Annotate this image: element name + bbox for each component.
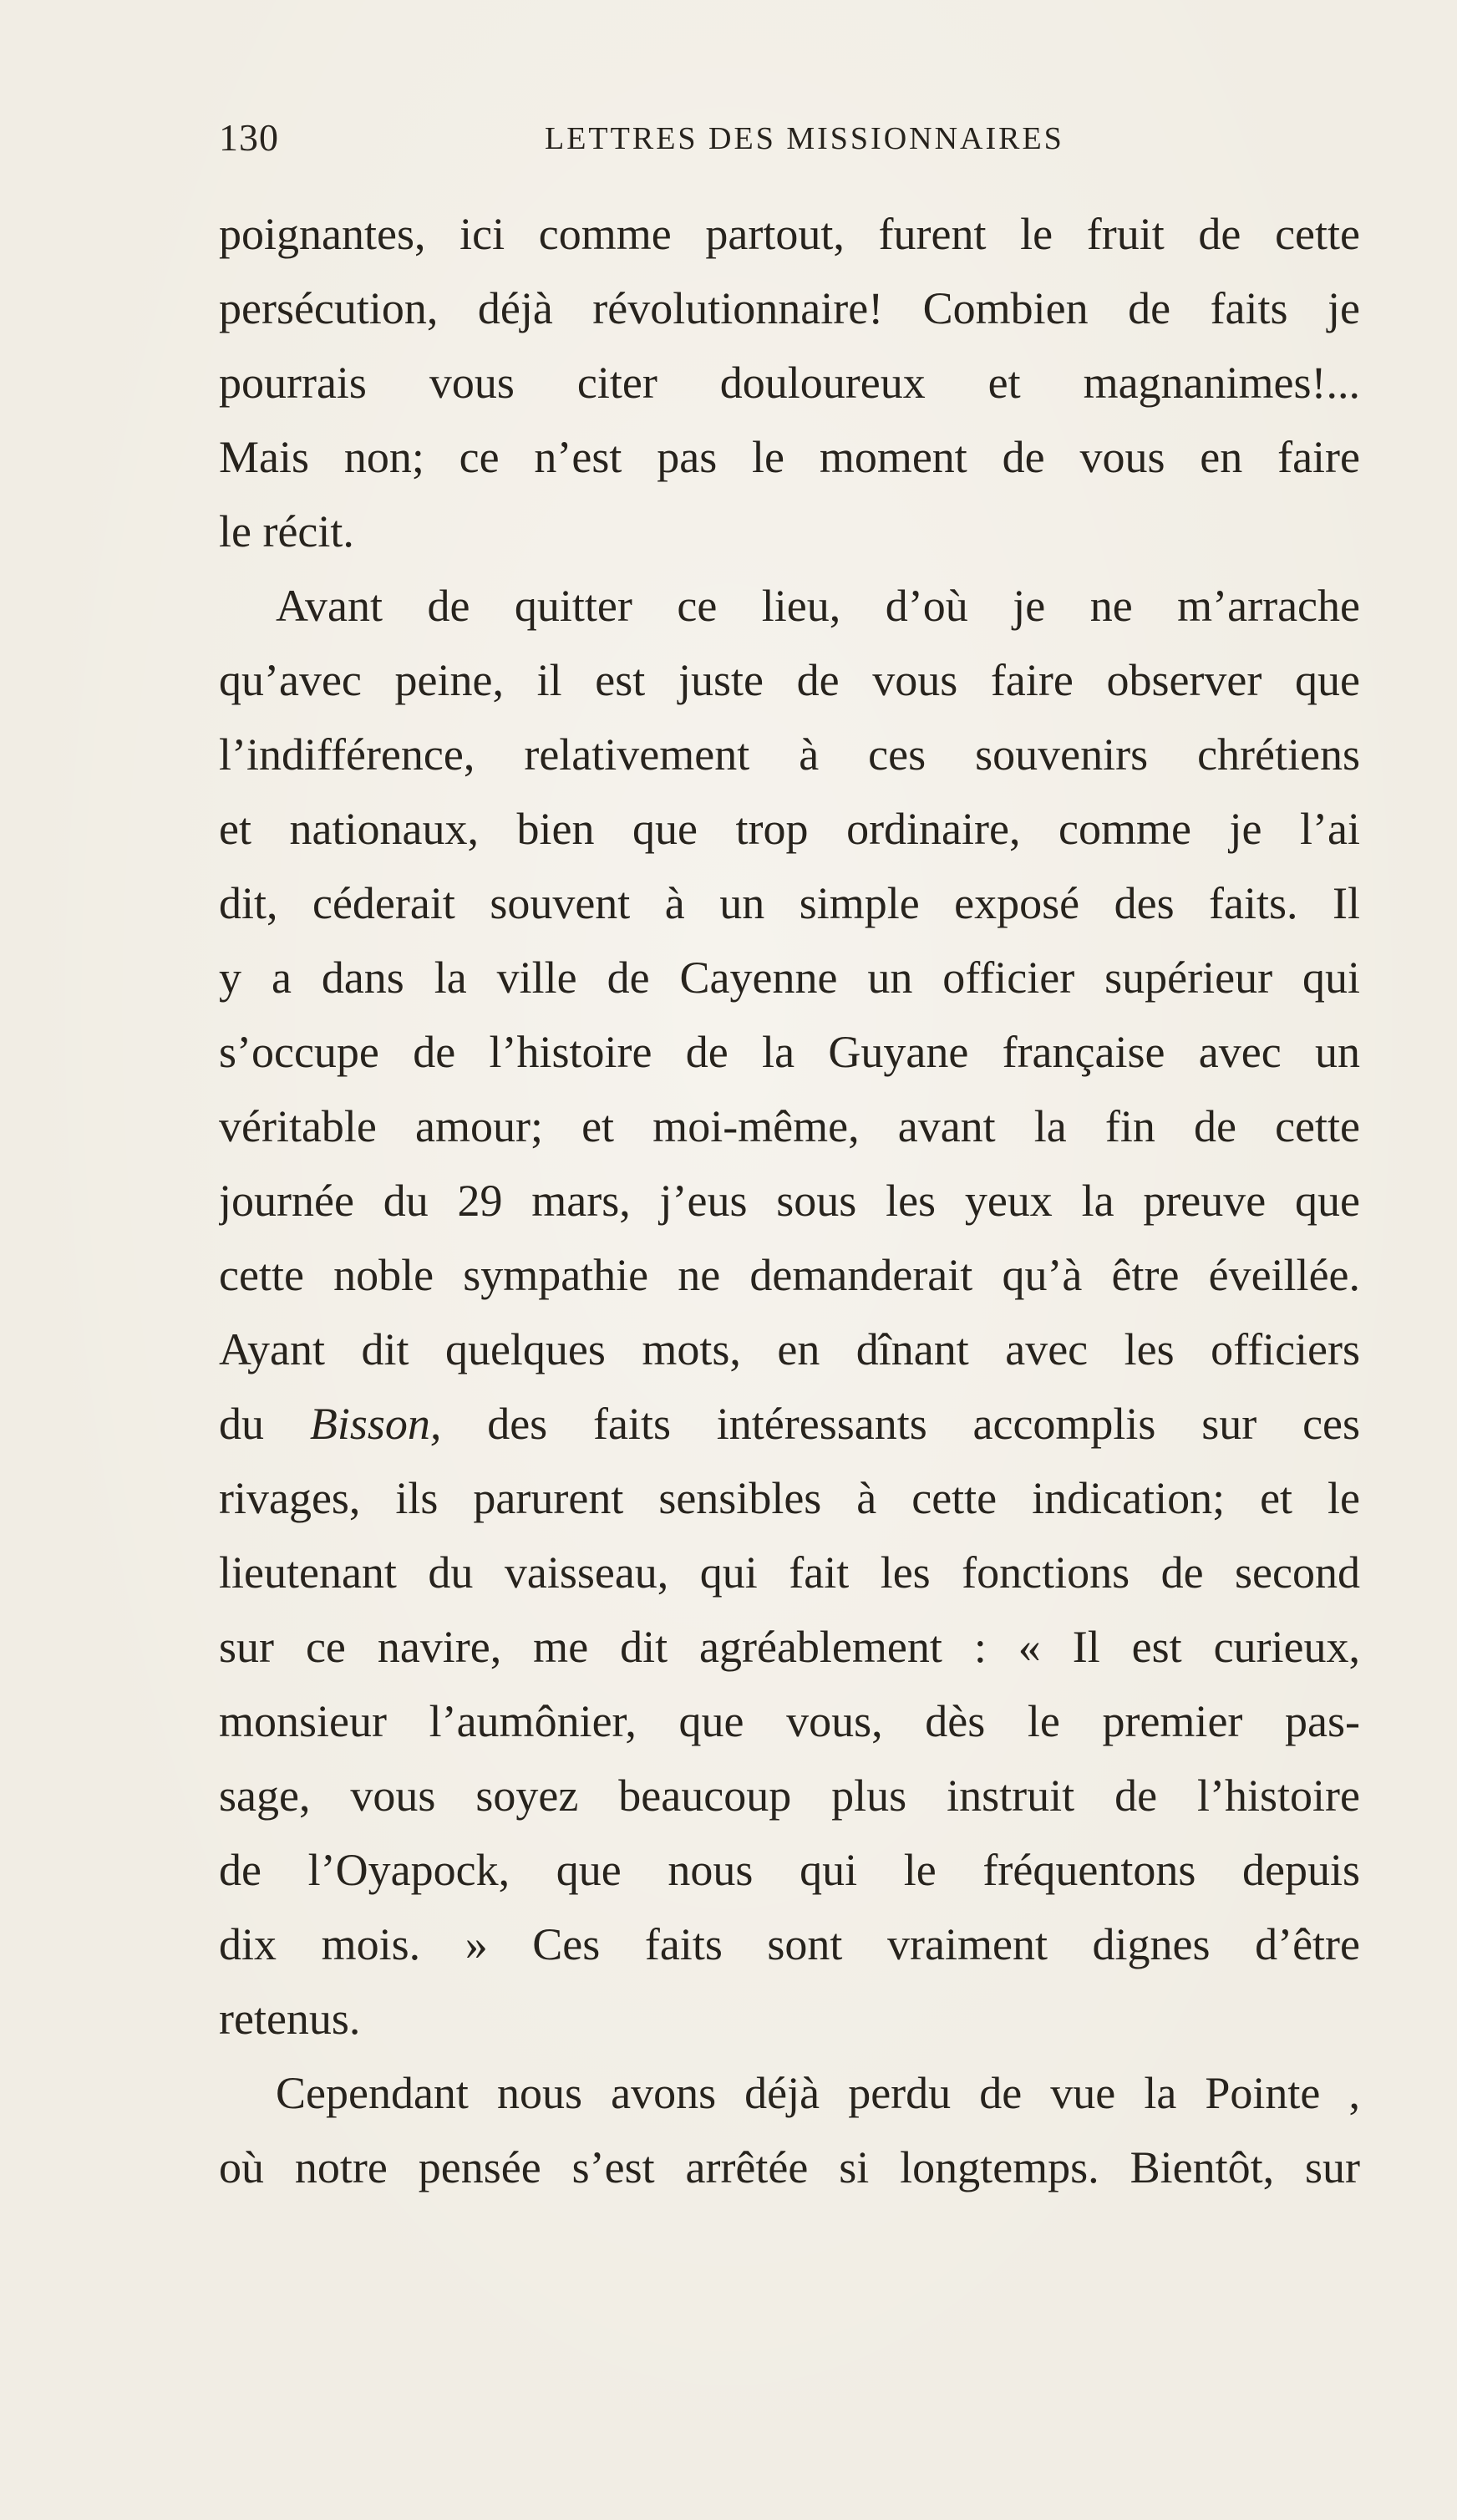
- text-fragment: du: [219, 1399, 264, 1449]
- text-line: poignantes, ici comme partout, furent le fruit de cette: [219, 209, 1360, 259]
- text-line: rivages, ils parurent sensibles à cette indication; et le: [219, 1473, 1360, 1523]
- text-line: dix mois. » Ces faits sont vraiment dignes d’être: [219, 1919, 1360, 1969]
- text-line: qu’avec peine, il est juste de vous faire observer que: [219, 655, 1360, 705]
- body-text: [219, 197, 1360, 2205]
- running-title: LETTRES DES MISSIONNAIRES: [545, 121, 1064, 156]
- text-line: pourrais vous citer douloureux et magnanimes!...: [219, 358, 1360, 408]
- text-line: et nationaux, bien que trop ordinaire, comme je l’ai: [219, 804, 1360, 854]
- text-line: lieutenant du vaisseau, qui fait les fonctions de second: [219, 1547, 1360, 1598]
- text-line: retenus.: [219, 1994, 361, 2044]
- text-line: Mais non; ce n’est pas le moment de vous en faire: [219, 432, 1360, 482]
- page-number: 130: [219, 116, 279, 159]
- text-line: de l’Oyapock, que nous qui le fréquentons depuis: [219, 1845, 1360, 1895]
- text-line: [219, 1387, 1360, 1461]
- text-line: persécution, déjà révolutionnaire! Combien de faits je: [219, 283, 1360, 333]
- text-line: Cependant nous avons déjà perdu de vue la Pointe ,: [276, 2068, 1360, 2118]
- text-fragment: des faits intéressants accomplis sur ces: [487, 1399, 1360, 1449]
- ship-name: Bisson,: [309, 1399, 442, 1449]
- text-line: monsieur l’aumônier, que vous, dès le premier pas-: [219, 1696, 1360, 1746]
- text-line: où notre pensée s’est arrêtée si longtemps. Bientôt, sur: [219, 2142, 1360, 2192]
- text-line: journée du 29 mars, j’eus sous les yeux la preuve que: [219, 1176, 1360, 1226]
- text-line: sur ce navire, me dit agréablement : « Il est curieux,: [219, 1622, 1360, 1672]
- text-line: sage, vous soyez beaucoup plus instruit de l’histoire: [219, 1771, 1360, 1821]
- text-line: s’occupe de l’histoire de la Guyane française avec un: [219, 1027, 1360, 1077]
- text-line: Avant de quitter ce lieu, d’où je ne m’arrache: [276, 581, 1360, 631]
- text-line: Ayant dit quelques mots, en dînant avec les officiers: [219, 1324, 1360, 1374]
- page-header: [219, 115, 1360, 174]
- text-line: véritable amour; et moi-même, avant la fin de cette: [219, 1101, 1360, 1151]
- text-line: cette noble sympathie ne demanderait qu’à être éveillée.: [219, 1250, 1360, 1300]
- text-line: dit, céderait souvent à un simple exposé des faits. Il: [219, 878, 1360, 928]
- text-line: l’indifférence, relativement à ces souvenirs chrétiens: [219, 729, 1360, 780]
- text-line: le récit.: [219, 506, 354, 556]
- text-line: y a dans la ville de Cayenne un officier supérieur qui: [219, 953, 1360, 1003]
